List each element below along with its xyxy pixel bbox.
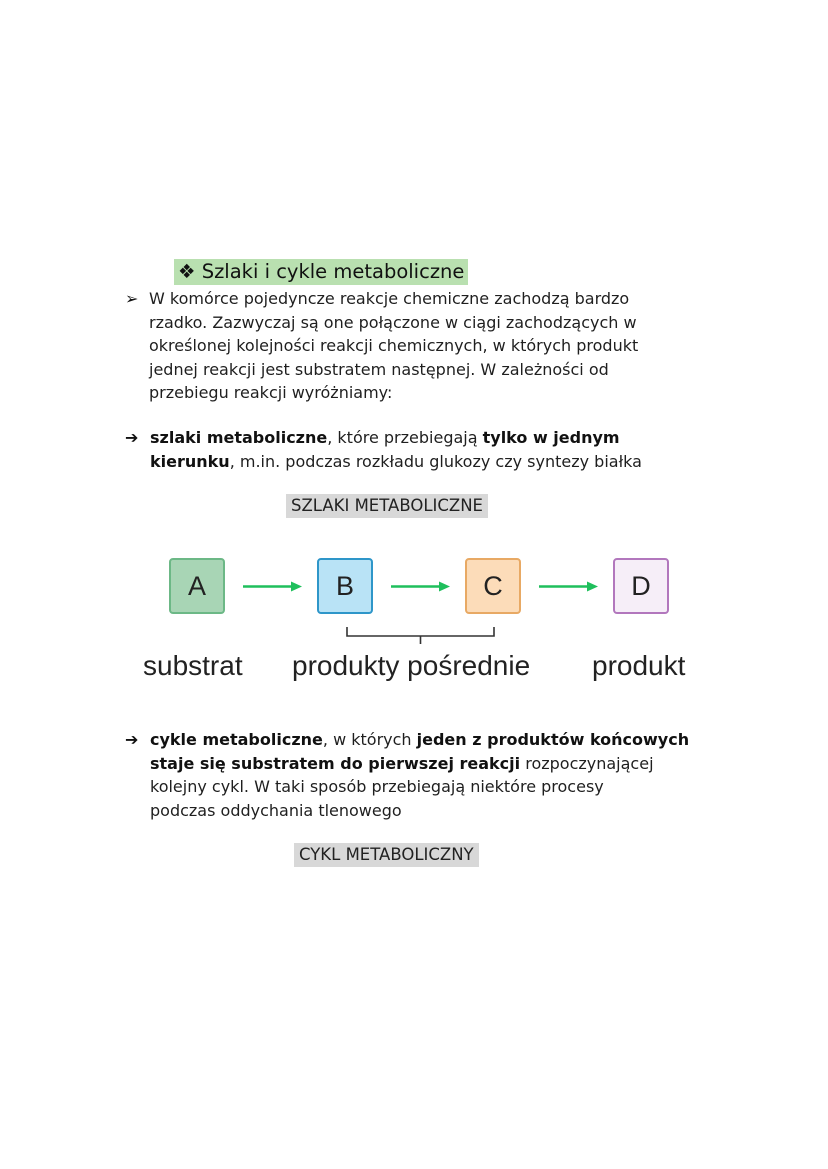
intro-line: określonej kolejności reakcji chemicznych, w których produkt [149, 336, 639, 355]
intermediate-bracket [347, 627, 494, 644]
emphasis: jeden z produktów końcowych [416, 730, 690, 749]
arrow-head-3 [587, 582, 598, 592]
cycle-label: CYKL METABOLICZNY [294, 843, 479, 867]
arrow-bullet-icon: ➔ [125, 428, 139, 447]
intro-line: jednej reakcji jest substratem następnej. W zależności od [149, 359, 609, 379]
term-pathways: szlaki metaboliczne [150, 428, 328, 447]
node-c: C [465, 558, 521, 614]
bullet-text: rozpoczynającej [520, 753, 654, 773]
arrow-head-1 [291, 582, 302, 592]
node-a: A [169, 558, 225, 614]
bullet-line [150, 728, 689, 752]
term-cycles: cykle metaboliczne [150, 730, 323, 749]
node-d: D [613, 558, 669, 614]
caption-intermediates: produkty pośrednie [292, 650, 531, 681]
emphasis: tylko w jednym [482, 428, 620, 447]
bullet-line [150, 752, 689, 776]
arrow-bullet-icon: ➔ [125, 730, 139, 749]
node-b: B [317, 558, 373, 614]
pathway-label: SZLAKI METABOLICZNE [286, 494, 488, 518]
intro-line: W komórce pojedyncze reakcje chemiczne zachodzą bardzo [149, 289, 630, 308]
bullet-text: , m.in. podczas rozkładu glukozy czy syntezy białka [229, 451, 642, 471]
bullet-line: podczas oddychania tlenowego [150, 800, 402, 820]
diamond-bullet-icon: ❖ [178, 260, 196, 283]
arrows-group [243, 582, 598, 592]
caption-product: produkt [592, 650, 686, 681]
emphasis: kierunku [150, 451, 230, 471]
arrow-head-2 [439, 582, 450, 592]
cycle-bullet [150, 728, 689, 822]
bullet-text: , które przebiegają [327, 428, 483, 447]
intro-line: przebiegu reakcji wyróżniamy: [149, 383, 393, 402]
emphasis: staje się substratem do pierwszej reakcji [150, 753, 521, 773]
intro-line: rzadko. Zazwyczaj są one połączone w ciągi zachodzących w [149, 312, 637, 332]
bullet-text: , w których [322, 730, 417, 749]
bullet-line: kolejny cykl. W taki sposób przebiegają niektóre procesy [150, 777, 604, 796]
section-title-text: Szlaki i cykle metaboliczne [201, 260, 465, 283]
caption-substrate: substrat [143, 650, 243, 681]
arrowhead-bullet-icon: ➢ [125, 289, 139, 308]
